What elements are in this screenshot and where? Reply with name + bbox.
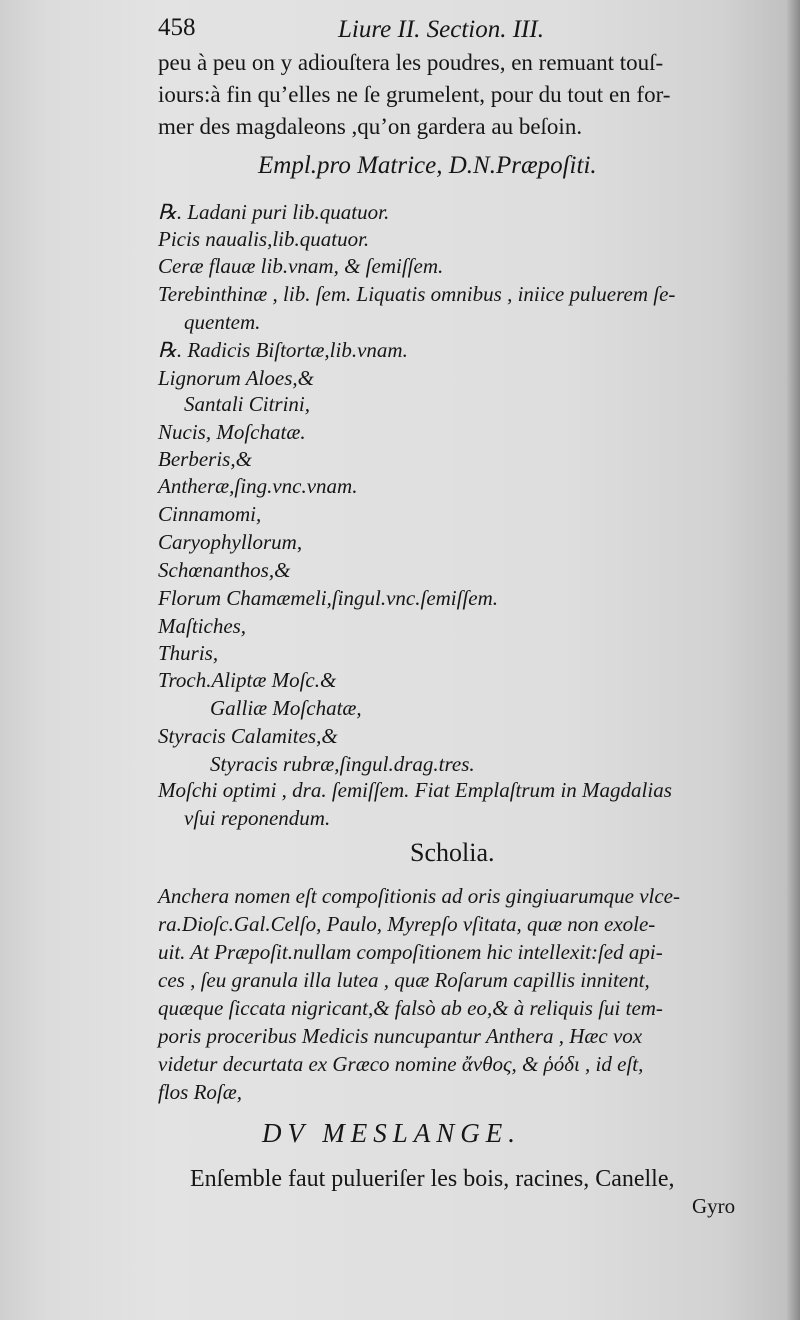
scholia-line: poris proceribus Medicis nuncupantur Anthera , Hæc vox	[158, 1024, 643, 1048]
running-title: Liure II. Section. III.	[338, 16, 544, 43]
recipe-line: Antheræ,ſing.vnc.vnam.	[158, 474, 358, 498]
scholia-line: Anchera nomen eſt compoſitionis ad oris gingiuarumque vlce-	[158, 884, 680, 908]
recipe-line: vſui reponendum.	[184, 806, 331, 830]
recipe-line: Moſchi optimi , dra. ſemiſſem. Fiat Emplaſtrum in Magdalias	[158, 778, 672, 802]
recipe-line: Lignorum Aloes,&	[158, 366, 314, 390]
section-title: Empl.pro Matrice, D.N.Præpoſiti.	[258, 152, 597, 179]
recipe-line: Florum Chamæmeli,ſingul.vnc.ſemiſſem.	[158, 586, 499, 610]
recipe-line: Maſtiches,	[158, 614, 247, 638]
recipe-line: Cinnamomi,	[158, 502, 262, 526]
recipe-line: ℞. Radicis Biſtortæ,lib.vnam.	[158, 338, 408, 362]
page-edge-shadow	[786, 0, 800, 1320]
recipe-line: Picis naualis,lib.quatuor.	[158, 227, 370, 251]
scholia-line: videtur decurtata ex Græco nomine ἄνθος, & ῥόδι , id eſt,	[158, 1052, 644, 1076]
recipe-line: Terebinthinæ , lib. ſem. Liquatis omnibus , iniice puluerem ſe-	[158, 282, 676, 306]
intro-line: iours:à fin qu’elles ne ſe grumelent, pour du tout en for-	[158, 82, 671, 107]
recipe-line: Nucis, Moſchatæ.	[158, 420, 306, 444]
scholia-line: ra.Dioſc.Gal.Celſo, Paulo, Myrepſo vſitata, quæ non exole-	[158, 912, 656, 936]
recipe-line: quentem.	[184, 310, 261, 334]
page-number: 458	[158, 14, 196, 41]
recipe-line: Thuris,	[158, 641, 219, 665]
recipe-line: Berberis,&	[158, 447, 252, 471]
recipe-line: Santali Citrini,	[184, 392, 311, 416]
recipe-line: Galliæ Moſchatæ,	[210, 696, 362, 720]
recipe-line: ℞. Ladani puri lib.quatuor.	[158, 200, 390, 224]
catchword: Gyro	[692, 1194, 736, 1218]
closing-line: Enſemble faut pulueriſer les bois, racines, Canelle,	[190, 1166, 675, 1192]
intro-line: mer des magdaleons ,qu’on gardera au beſoin.	[158, 114, 583, 139]
scholia-line: flos Roſæ,	[158, 1080, 243, 1104]
recipe-line: Troch.Aliptæ Moſc.&	[158, 668, 337, 692]
recipe-line: Styracis rubræ,ſingul.drag.tres.	[210, 752, 475, 776]
subsection-title: DV MESLANGE.	[262, 1118, 521, 1148]
recipe-line: Schœnanthos,&	[158, 558, 291, 582]
intro-line: peu à peu on y adiouſtera les poudres, en remuant touſ-	[158, 50, 664, 75]
recipe-line: Ceræ flauæ lib.vnam, & ſemiſſem.	[158, 254, 444, 278]
scholia-line: quæque ſiccata nigricant,& falsò ab eo,& à reliquis ſui tem-	[158, 996, 663, 1020]
scholia-title: Scholia.	[410, 838, 495, 867]
recipe-line: Caryophyllorum,	[158, 530, 303, 554]
scholia-line: uit. At Præpoſit.nullam compoſitionem hic intellexit:ſed api-	[158, 940, 663, 964]
recipe-line: Styracis Calamites,&	[158, 724, 338, 748]
scholia-line: ces , ſeu granula illa lutea , quæ Roſarum capillis innitent,	[158, 968, 650, 992]
